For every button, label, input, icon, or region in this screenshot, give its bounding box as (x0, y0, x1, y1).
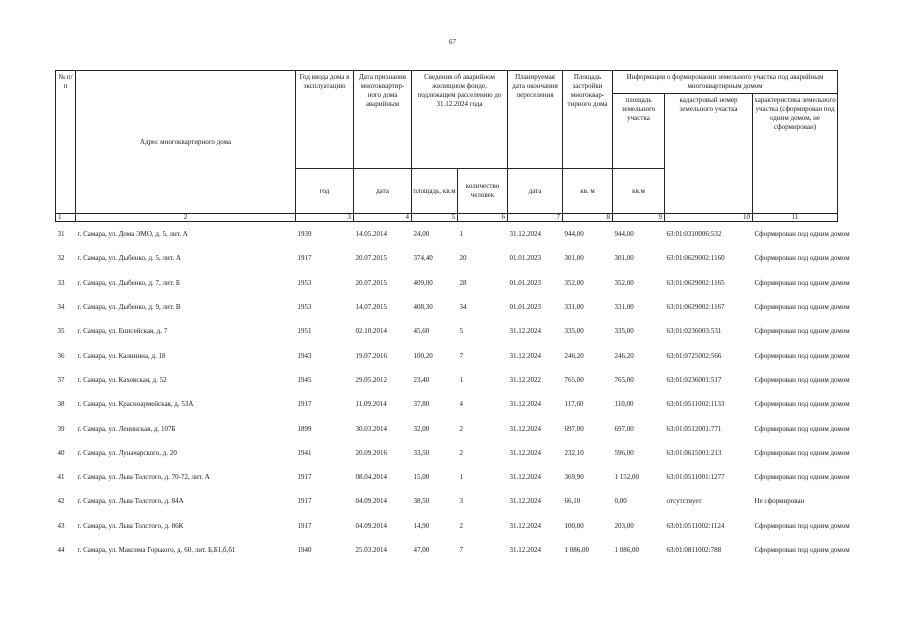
row-cadastral: 63:01:0629002:1160 (666, 254, 725, 263)
col-number: 11 (753, 214, 838, 222)
header-row-1 (56, 71, 838, 94)
header-address: Адрес многоквартирного дома (76, 71, 296, 214)
row-land-area: 301,00 (614, 254, 634, 263)
row-date-emergency: 08.04.2014 (355, 473, 387, 482)
unit-year: год (296, 169, 354, 214)
row-date-emergency: 19.07.2016 (355, 351, 387, 360)
row-date-emergency: 02.10.2014 (355, 327, 387, 336)
row-cadastral: 63:01:0236003:531 (666, 327, 722, 336)
row-people: 1 (459, 230, 463, 239)
row-building-area: 944,00 (564, 230, 584, 239)
col-number: 3 (296, 214, 354, 222)
emergency-housing-table (55, 70, 850, 562)
header-building-area: Площадь застройки многоквар-тирного дома (563, 71, 613, 169)
header-date-emergency: Дата признания многоквартир-ного дома аварийным (354, 71, 412, 169)
row-status: Сформирован под одним домом (754, 424, 850, 433)
row-area: 37,80 (413, 400, 430, 409)
row-land-area: 1 086,00 (614, 546, 640, 554)
row-number: 43 (57, 521, 65, 530)
table-body (56, 222, 850, 563)
header-fund-info: Сведения об аварийном жилищном фонде, подлежащем расселению до 31.12.2024 года (412, 71, 508, 169)
row-land-area: 352,00 (614, 278, 634, 287)
row-cadastral: отсутствует (666, 497, 702, 506)
row-date-emergency: 20.07.2015 (355, 278, 387, 287)
row-status: Сформирован под одним домом (754, 230, 850, 239)
row-cadastral: 63:01:0811002:788 (666, 546, 722, 554)
row-address: г. Самара, ул. Красноармейская, д. 53А (77, 400, 194, 409)
row-year: 1917 (297, 400, 312, 409)
row-year: 1940 (297, 546, 312, 554)
row-status: Сформирован под одним домом (754, 254, 850, 263)
row-land-area: 0,00 (614, 497, 627, 506)
table-row (56, 538, 838, 562)
row-planned-date: 31.12.2024 (509, 521, 542, 530)
unit-date2: дата (508, 169, 563, 214)
row-status: Сформирован под одним домом (754, 546, 850, 554)
row-planned-date: 01.01.2023 (509, 254, 542, 263)
row-building-area: 331,00 (564, 303, 584, 312)
row-area: 47,00 (413, 546, 430, 554)
row-building-area: 100,00 (564, 521, 584, 530)
row-address: г. Самара, ул. Дыбенко, д. 5, лит. А (77, 254, 181, 263)
row-address: г. Самара, ул. Каховская, д. 52 (77, 375, 167, 384)
col-number: 7 (508, 214, 563, 222)
row-number: 31 (57, 230, 65, 239)
row-building-area: 301,00 (564, 254, 584, 263)
row-people: 1 (459, 375, 463, 384)
row-cadastral: 63:01:0725002:566 (666, 351, 722, 360)
header-land-char: характеристика земельного участка (сформирован под одним домом, не сформирован) (753, 94, 838, 214)
row-date-emergency: 11.09.2014 (355, 400, 387, 409)
row-planned-date: 31.12.2024 (509, 497, 542, 506)
row-people: 28 (459, 278, 467, 287)
row-status: Сформирован под одним домом (754, 521, 850, 530)
row-planned-date: 31.12.2024 (509, 327, 542, 336)
table-row (56, 416, 838, 440)
row-number: 44 (57, 546, 65, 554)
row-cadastral: 63:01:0511002:1124 (666, 521, 725, 530)
unit-sqm: кв. м (563, 169, 613, 214)
row-year: 1953 (297, 278, 312, 287)
row-people: 5 (459, 327, 463, 336)
row-people: 4 (459, 400, 463, 409)
row-area: 409,00 (413, 278, 433, 287)
row-people: 2 (459, 521, 463, 530)
unit-people: количество человек (458, 169, 508, 214)
row-address: г. Самара, ул. Дыбенко, д. 7, лит. Б (77, 278, 180, 287)
row-status: Сформирован под одним домом (754, 448, 850, 457)
row-year: 1899 (297, 424, 312, 433)
row-date-emergency: 20.07.2015 (355, 254, 387, 263)
row-area: 15,00 (413, 473, 430, 482)
row-number: 34 (57, 303, 65, 312)
row-people: 34 (459, 303, 467, 312)
row-cadastral: 63:01:0615001:213 (666, 448, 722, 457)
row-date-emergency: 20.09.2016 (355, 448, 387, 457)
row-year: 1945 (297, 375, 312, 384)
row-planned-date: 31.12.2024 (509, 473, 542, 482)
row-address: г. Самара, ул. Льва Толстого, д. 84А (77, 497, 184, 506)
row-area: 100,20 (413, 351, 433, 360)
table-row (56, 271, 838, 295)
row-planned-date: 01.01.2023 (509, 303, 542, 312)
row-area: 374,40 (413, 254, 433, 263)
row-cadastral: 63:01:0236001:517 (666, 375, 722, 384)
row-year: 1941 (297, 448, 312, 457)
row-address: г. Самара, ул. Дома ЭМО, д. 5, лит. А (77, 230, 188, 239)
row-building-area: 335,00 (564, 327, 584, 336)
row-address: г. Самара, ул. Дыбенко, д. 9, лит. В (77, 303, 181, 312)
row-building-area: 117,60 (564, 400, 584, 409)
row-land-area: 1 152,00 (614, 473, 640, 482)
header-land-area: площадь земельного участка (613, 94, 665, 169)
page-number: 67 (449, 38, 456, 46)
row-land-area: 246,20 (614, 351, 634, 360)
column-number-row (56, 214, 838, 222)
row-planned-date: 31.12.2024 (509, 351, 542, 360)
row-number: 35 (57, 327, 65, 336)
row-area: 38,50 (413, 497, 430, 506)
row-year: 1917 (297, 254, 312, 263)
row-land-area: 331,00 (614, 303, 634, 312)
header-cadastral: кадастровый номер земельного участка (665, 94, 753, 214)
row-number: 37 (57, 375, 65, 384)
row-status: Сформирован под одним домом (754, 473, 850, 482)
row-cadastral: 63:01:0512001:771 (666, 424, 722, 433)
row-people: 2 (459, 424, 463, 433)
row-people: 20 (459, 254, 467, 263)
row-status: Не сформирован (754, 497, 805, 506)
row-land-area: 335,00 (614, 327, 634, 336)
row-area: 14,90 (413, 521, 430, 530)
row-address: г. Самара, ул. Льва Толстого, д. 70-72, лит. А (77, 473, 210, 482)
table-row (56, 246, 838, 270)
row-building-area: 232,10 (564, 448, 584, 457)
row-date-emergency: 30.03.2014 (355, 424, 387, 433)
table-row (56, 392, 838, 416)
row-people: 7 (459, 351, 463, 360)
row-planned-date: 31.12.2024 (509, 424, 542, 433)
row-building-area: 765,00 (564, 375, 584, 384)
row-building-area: 1 086,00 (564, 546, 590, 554)
row-year: 1953 (297, 303, 312, 312)
row-status: Сформирован под одним домом (754, 400, 850, 409)
table-row (56, 489, 838, 513)
header-year: Год ввода дома в эксплуатацию (296, 71, 354, 169)
row-cadastral: 63:01:0511001:1277 (666, 473, 725, 482)
table-row (56, 319, 838, 343)
row-building-area: 66,10 (564, 497, 581, 506)
row-status: Сформирован под одним домом (754, 351, 850, 360)
table-row (56, 441, 838, 465)
row-address: г. Самара, ул. Ленинская, д. 107Б (77, 424, 176, 433)
row-number: 36 (57, 351, 65, 360)
row-planned-date: 31.12.2024 (509, 400, 542, 409)
row-year: 1917 (297, 497, 312, 506)
row-land-area: 110,00 (614, 400, 634, 409)
row-people: 2 (459, 448, 463, 457)
row-building-area: 697,00 (564, 424, 584, 433)
row-planned-date: 31.12.2022 (509, 375, 542, 384)
row-area: 23,40 (413, 375, 430, 384)
row-planned-date: 01.01.2023 (509, 278, 542, 287)
col-number: 10 (665, 214, 753, 222)
unit-sqm2: кв.м (613, 169, 665, 214)
row-land-area: 944,00 (614, 230, 634, 239)
table-row (56, 514, 838, 538)
row-cadastral: 63:01:0629002:1167 (666, 303, 725, 312)
row-land-area: 765,00 (614, 375, 634, 384)
col-number: 1 (56, 214, 76, 222)
row-planned-date: 31.12.2024 (509, 230, 542, 239)
row-number: 33 (57, 278, 65, 287)
row-people: 3 (459, 497, 463, 506)
row-cadastral: 63:01:0511002:1133 (666, 400, 725, 409)
unit-area: площадь, кв.м (412, 169, 458, 214)
row-date-emergency: 14.05.2014 (355, 230, 387, 239)
row-status: Сформирован под одним домом (754, 278, 850, 287)
table-row (56, 295, 838, 319)
row-building-area: 369,90 (564, 473, 584, 482)
header-land-info: Информация о формировании земельного участка под аварийным многоквартирным домом (613, 71, 838, 94)
row-area: 408,30 (413, 303, 433, 312)
row-address: г. Самара, ул. Енисейская, д. 7 (77, 327, 168, 336)
table-row (56, 222, 838, 247)
row-planned-date: 31.12.2024 (509, 448, 542, 457)
row-year: 1917 (297, 473, 312, 482)
col-number: 6 (458, 214, 508, 222)
row-date-emergency: 25.03.2014 (355, 546, 387, 554)
unit-date: дата (354, 169, 412, 214)
col-number: 5 (412, 214, 458, 222)
row-status: Сформирован под одним домом (754, 327, 850, 336)
row-number: 38 (57, 400, 65, 409)
row-people: 7 (459, 546, 463, 554)
table-row (56, 465, 838, 489)
row-number: 32 (57, 254, 65, 263)
row-people: 1 (459, 473, 463, 482)
row-year: 1917 (297, 521, 312, 530)
row-land-area: 203,00 (614, 521, 634, 530)
col-number: 8 (563, 214, 613, 222)
row-date-emergency: 29.05.2012 (355, 375, 387, 384)
row-date-emergency: 04.09.2014 (355, 497, 387, 506)
row-number: 39 (57, 424, 65, 433)
header-num: № п/п (56, 71, 76, 214)
header-planned-date: Планируемая дата окончания переселения (508, 71, 563, 169)
row-area: 33,50 (413, 448, 430, 457)
row-status: Сформирован под одним домом (754, 375, 850, 384)
row-address: г. Самара, ул. Луначарского, д. 20 (77, 448, 177, 457)
row-area: 45,60 (413, 327, 430, 336)
row-address: г. Самара, ул. Калинина, д. 18 (77, 351, 166, 360)
row-number: 40 (57, 448, 65, 457)
row-year: 1951 (297, 327, 312, 336)
col-number: 9 (613, 214, 665, 222)
table-row (56, 368, 838, 392)
col-number: 4 (354, 214, 412, 222)
row-date-emergency: 14.07.2015 (355, 303, 387, 312)
row-area: 24,00 (413, 230, 430, 239)
row-land-area: 596,00 (614, 448, 634, 457)
row-planned-date: 31.12.2024 (509, 546, 542, 554)
row-area: 32,00 (413, 424, 430, 433)
table-row (56, 343, 838, 367)
row-number: 41 (57, 473, 65, 482)
row-building-area: 352,00 (564, 278, 584, 287)
col-number: 2 (76, 214, 296, 222)
row-address: г. Самара, ул. Льва Толстого, д. 86К (77, 521, 184, 530)
row-address: г. Самара, ул. Максима Горького, д. 60, лит. Б,Б1,б,б1 (77, 546, 236, 554)
row-land-area: 697,00 (614, 424, 634, 433)
row-year: 1943 (297, 351, 312, 360)
row-year: 1939 (297, 230, 312, 239)
row-building-area: 246,20 (564, 351, 584, 360)
row-cadastral: 63:01:0629002:1165 (666, 278, 725, 287)
row-number: 42 (57, 497, 65, 506)
row-date-emergency: 04.09.2014 (355, 521, 387, 530)
row-status: Сформирован под одним домом (754, 303, 850, 312)
row-cadastral: 63:01:0310006:532 (666, 230, 722, 239)
